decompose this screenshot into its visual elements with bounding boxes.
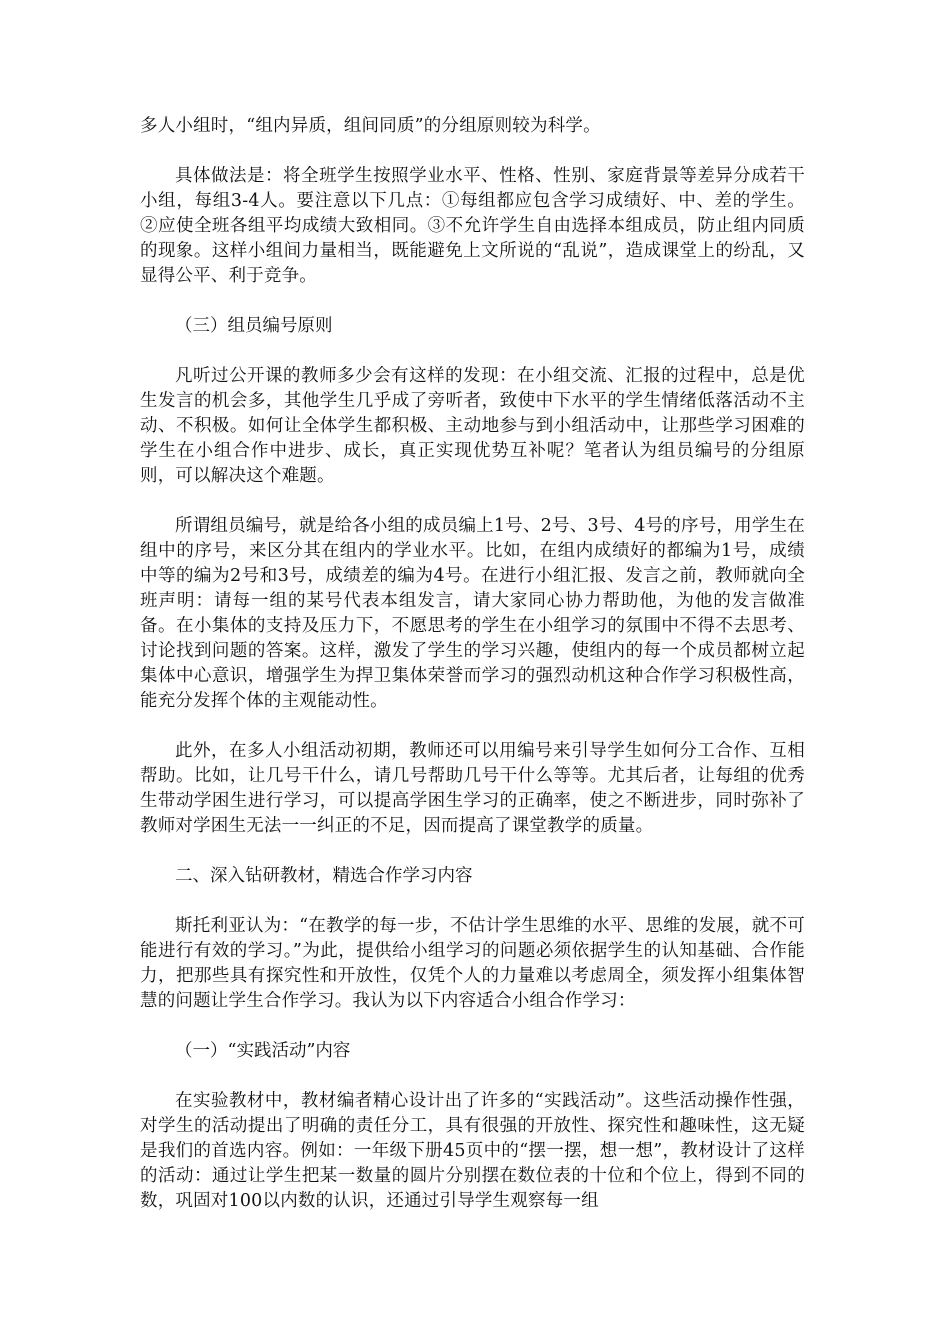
document-page [140, 114, 805, 1214]
section-heading-practice-activities: （一）“实践活动”内容 [175, 1041, 351, 1061]
paragraph-open-class-observation: 凡听过公开课的教师多少会有这样的发现：在小组交流、汇报的过程中，总是优生发言的机会多，其他学生几乎成了旁听者，致使中下水平的学生情绪低落活动不主动、不积极。如何让全体学生都积极、主动地参与到小组活动中，让那些学习困难的学生在小组合作中进步、成长，真正实现优势互补呢？笔者认为组员编号的分组原则，可以解决这个难题。 [140, 366, 805, 486]
paragraph-gap [140, 289, 805, 314]
paragraph-member-numbering-explained: 所谓组员编号，就是给各小组的成员编上1号、2号、3号、4号的序号，用学生在组中的序号，来区分其在组内的学业水平。比如，在组内成绩好的都编为1号，成绩中等的编为2号和3号，成绩差的编为4号。在进行小组汇报、发言之前，教师就向全班声明：请每一组的某号代表本组发言，请大家同心协力帮助他，为他的发言做准备。在小集体的支持及压力下，不愿思考的学生在小组学习的氛围中不得不去思考、讨论找到问题的答案。这样，激发了学生的学习兴趣，使组内的每一个成员都树立起集体中心意识，增强学生为捍卫集体荣誉而学习的强烈动机这种合作学习积极性高，能充分发挥个体的主观能动性。 [140, 516, 805, 711]
paragraph-grouping-principle-end: 多人小组时，“组内异质，组间同质”的分组原则较为科学。 [140, 116, 601, 136]
paragraph-numbering-guidance: 此外，在多人小组活动初期，教师还可以用编号来引导学生如何分工合作、互相帮助。比如，让几号干什么，请几号帮助几号干什么等等。尤其后者，让每组的优秀生带动学困生进行学习，可以提高学困生学习的正确率，使之不断进步，同时弥补了教师对学困生无法一一纠正的不足，因而提高了课堂教学的质量。 [140, 741, 805, 836]
paragraph-gap [140, 1014, 805, 1039]
paragraph-gap [140, 489, 805, 514]
paragraph-grouping-method: 具体做法是：将全班学生按照学业水平、性格、性别、家庭背景等差异分成若干小组，每组3-4人。要注意以下几点：①每组都应包含学习成绩好、中、差的学生。②应使全班各组平均成绩大致相同。③不允许学生自由选择本组成员，防止组内同质的现象。这样小组间力量相当，既能避免上文所说的“乱说”，造成课堂上的纷乱，又显得公平、利于竞争。 [140, 166, 805, 286]
paragraph-gap [140, 139, 805, 164]
paragraph-gap [140, 1064, 805, 1089]
section-heading-select-content: 二、深入钻研教材，精选合作学习内容 [175, 866, 473, 886]
paragraph-gap [140, 889, 805, 914]
section-heading-member-numbering: （三）组员编号原则 [175, 316, 333, 336]
paragraph-gap [140, 839, 805, 864]
paragraph-stoliar-quote: 斯托利亚认为：“在教学的每一步，不估计学生思维的水平、思维的发展，就不可能进行有效的学习。”为此，提供给小组学习的问题必须依据学生的认知基础、合作能力，把那些具有探究性和开放性，仅凭个人的力量难以考虑周全，须发挥小组集体智慧的问题让学生合作学习。我认为以下内容适合小组合作学习： [140, 916, 805, 1011]
paragraph-gap [140, 714, 805, 739]
paragraph-gap [140, 339, 805, 364]
paragraph-practice-activities: 在实验教材中，教材编者精心设计出了许多的“实践活动”。这些活动操作性强，对学生的活动提出了明确的责任分工，具有很强的开放性、探究性和趣味性，这无疑是我们的首选内容。例如：一年级下册45页中的“摆一摆，想一想”，教材设计了这样的活动：通过让学生把某一数量的圆片分别摆在数位表的十位和个位上，得到不同的数，巩固对100以内数的认识，还通过引导学生观察每一组 [140, 1091, 805, 1211]
